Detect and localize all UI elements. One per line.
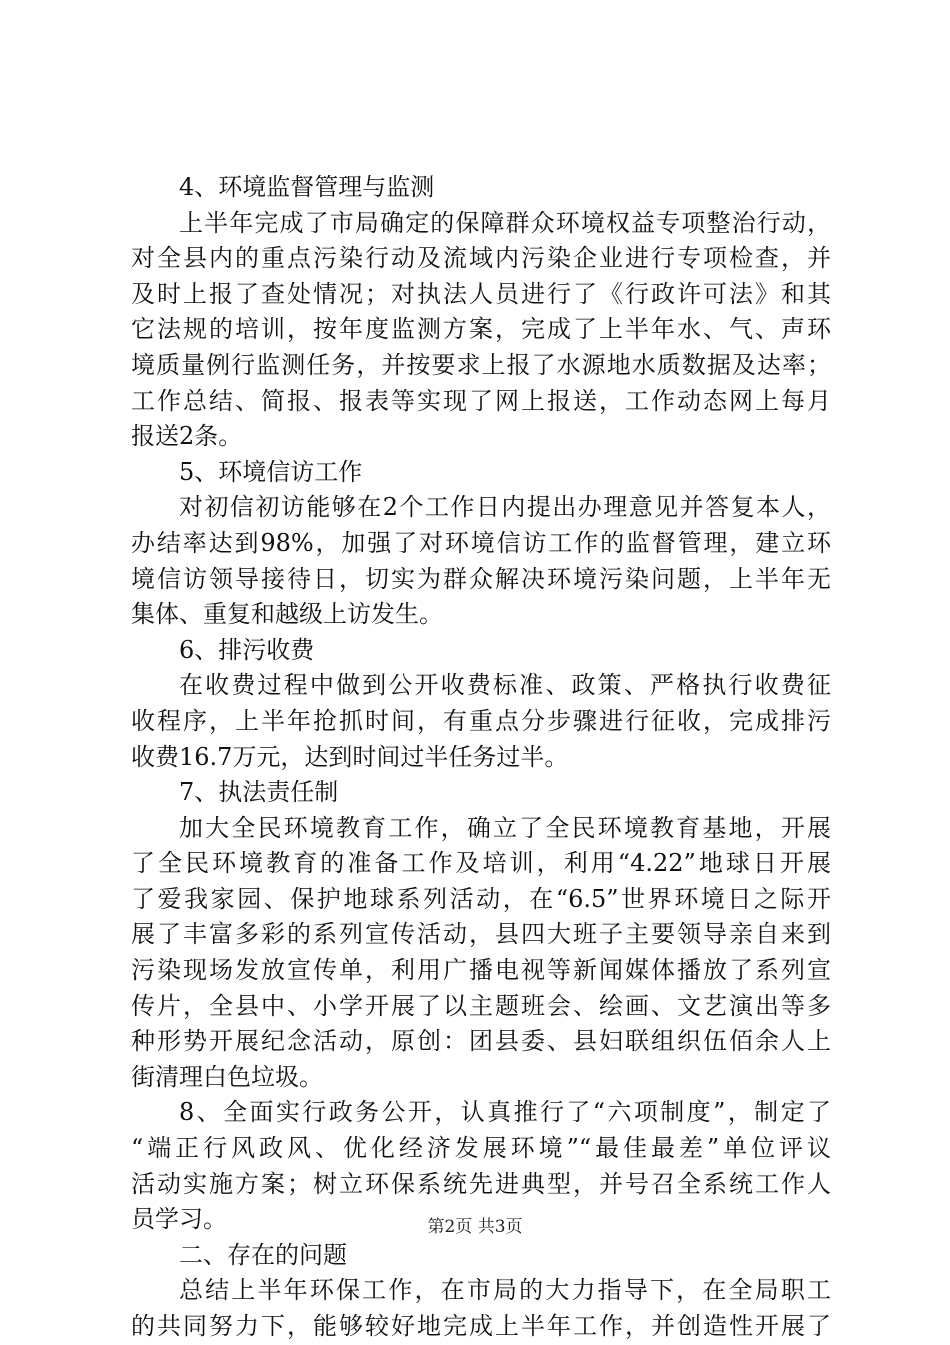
- text-line: 办结率达到98%，加强了对环境信访工作的监督管理，建立环: [131, 528, 831, 557]
- text-line: 4、环境监督管理与监测: [179, 173, 435, 201]
- text-line: 传片，全县中、小学开展了以主题班会、绘画、文艺演出等多: [131, 991, 831, 1020]
- text-line: 收程序，上半年抢抓时间，有重点分步骤进行征收，完成排污: [131, 706, 831, 735]
- text-line: 街清理白色垃圾。: [131, 1062, 323, 1091]
- text-line: 及时上报了查处情况；对执法人员进行了《行政许可法》和其: [131, 279, 831, 308]
- text-line: 污染现场发放宣传单，利用广播电视等新闻媒体播放了系列宣: [131, 956, 831, 985]
- text-line: 境信访领导接待日，切实为群众解决环境污染问题，上半年无: [131, 564, 831, 593]
- text-line: 种形势开展纪念活动，原创：团县委、县妇联组织伍佰余人上: [131, 1027, 831, 1056]
- text-line: 总结上半年环保工作，在市局的大力指导下，在全局职工: [179, 1276, 831, 1305]
- text-line: 境质量例行监测任务，并按要求上报了水源地水质数据及达率；: [131, 350, 831, 379]
- page-number: 第2页 共3页: [427, 1217, 523, 1237]
- text-line: 二、存在的问题: [179, 1240, 347, 1269]
- text-line: 报送2条。: [131, 422, 243, 451]
- document-body: [131, 170, 831, 1345]
- text-line: 5、环境信访工作: [179, 457, 363, 486]
- text-line: “端正行风政风、优化经济发展环境”“最佳最差”单位评议: [131, 1134, 831, 1163]
- text-line: 了全民环境教育的准备工作及培训，利用“4.22”地球日开展: [131, 849, 831, 878]
- text-line: 工作总结、简报、报表等实现了网上报送，工作动态网上每月: [131, 386, 831, 415]
- text-line: 加大全民环境教育工作，确立了全民环境教育基地，开展: [179, 813, 831, 842]
- text-line: 它法规的培训，按年度监测方案，完成了上半年水、气、声环: [131, 315, 831, 344]
- text-line: 对初信初访能够在2个工作日内提出办理意见并答复本人，: [179, 493, 831, 522]
- text-line: 7、执法责任制: [179, 778, 339, 807]
- text-line: 上半年完成了市局确定的保障群众环境权益专项整治行动，: [179, 208, 831, 237]
- text-line: 了爱我家园、保护地球系列活动，在“6.5”世界环境日之际开: [131, 884, 831, 913]
- text-line: 展了丰富多彩的系列宣传活动，县四大班子主要领导亲自来到: [131, 920, 831, 949]
- text-line: 8、全面实行政务公开，认真推行了“六项制度”，制定了: [179, 1098, 831, 1127]
- page-footer: [0, 1215, 950, 1239]
- text-line: 集体、重复和越级上访发生。: [131, 600, 443, 629]
- text-line: 6、排污收费: [179, 635, 315, 664]
- text-line: 的共同努力下，能够较好地完成上半年工作，并创造性开展了: [131, 1312, 831, 1340]
- text-line: 对全县内的重点污染行动及流域内污染企业进行专项检查，并: [131, 244, 831, 273]
- text-line: 收费16.7万元，达到时间过半任务过半。: [131, 742, 569, 771]
- text-line: 员学习。: [131, 1205, 227, 1234]
- text-line: 在收费过程中做到公开收费标准、政策、严格执行收费征: [179, 671, 831, 700]
- text-line: 活动实施方案；树立环保系统先进典型，并号召全系统工作人: [131, 1169, 831, 1198]
